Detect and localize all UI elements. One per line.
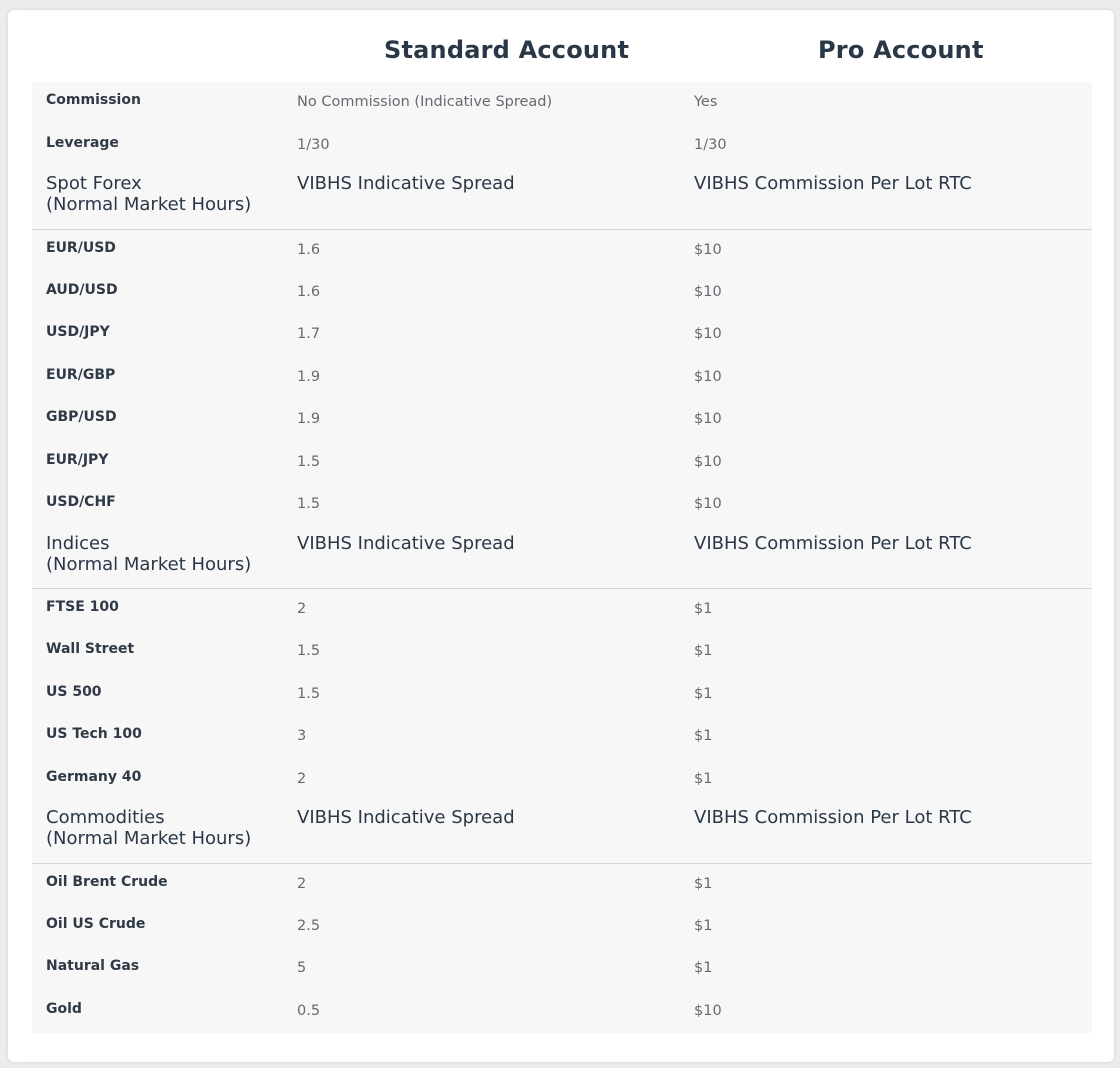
- table-row: [32, 674, 1092, 717]
- table-row: [32, 442, 1092, 485]
- table-row: [32, 272, 1092, 315]
- table-row: [32, 631, 1092, 674]
- table-row: [32, 399, 1092, 442]
- pro-value: $1: [694, 770, 713, 787]
- row-label: GBP/USD: [46, 409, 117, 425]
- table-row: [32, 716, 1092, 759]
- row-label: Gold: [46, 1000, 82, 1017]
- standard-value: 1.5: [297, 643, 321, 659]
- table-row: [32, 589, 1092, 632]
- pro-value: $10: [694, 496, 722, 512]
- row-label: EUR/JPY: [46, 451, 109, 468]
- row-label: Oil US Crude: [46, 915, 146, 932]
- row-label: USD/JPY: [46, 324, 110, 340]
- standard-value: 2.5: [297, 917, 321, 934]
- pro-value: $1: [694, 960, 713, 976]
- table-row: [32, 125, 1092, 168]
- row-label: EUR/USD: [46, 239, 116, 256]
- pro-value: $1: [694, 685, 713, 702]
- pro-value: $10: [694, 411, 722, 427]
- pro-value: $1: [694, 875, 713, 892]
- account-comparison-card: [8, 10, 1114, 1062]
- pro-value: $10: [694, 283, 722, 300]
- table-row: [32, 948, 1092, 991]
- table-row: [32, 314, 1092, 357]
- table-row: [32, 759, 1092, 802]
- row-label: US Tech 100: [46, 726, 142, 742]
- column-headers: [8, 36, 1114, 70]
- standard-value: 1.5: [297, 496, 321, 512]
- section-standard-heading: VIBHS Indicative Spread: [297, 527, 694, 589]
- table-row: [32, 484, 1092, 527]
- section-header-spot-forex: [32, 167, 1092, 229]
- standard-value: 1.7: [297, 326, 321, 342]
- section-pro-heading: VIBHS Commission Per Lot RTC: [694, 801, 1092, 863]
- standard-value: No Commission (Indicative Spread): [297, 94, 553, 110]
- row-label: USD/CHF: [46, 494, 116, 510]
- table-row: [32, 82, 1092, 125]
- row-label: Leverage: [46, 134, 119, 151]
- pro-value: $10: [694, 368, 722, 385]
- pro-value: Yes: [694, 94, 718, 110]
- section-standard-heading: VIBHS Indicative Spread: [297, 167, 694, 229]
- section-header-commodities: [32, 801, 1092, 863]
- comparison-table: [32, 82, 1092, 1033]
- standard-value: 1.9: [297, 411, 321, 427]
- section-pro-heading: VIBHS Commission Per Lot RTC: [694, 167, 1092, 229]
- standard-value: 1.6: [297, 241, 321, 258]
- section-title-line2: (Normal Market Hours): [46, 553, 252, 575]
- section-pro-heading: VIBHS Commission Per Lot RTC: [694, 527, 1092, 589]
- standard-value: 1.9: [297, 368, 321, 385]
- standard-value: 3: [297, 728, 307, 744]
- standard-value: 2: [297, 770, 307, 787]
- section-standard-heading: VIBHS Indicative Spread: [297, 801, 694, 863]
- row-label: FTSE 100: [46, 599, 119, 615]
- row-label: Germany 40: [46, 768, 142, 785]
- pro-account-heading: Pro Account: [818, 36, 984, 64]
- section-title-line1: Commodities: [46, 807, 165, 828]
- standard-value: 2: [297, 601, 307, 617]
- pro-value: $1: [694, 601, 713, 617]
- row-label: Commission: [46, 92, 141, 108]
- pro-value: $10: [694, 241, 722, 258]
- standard-value: 5: [297, 960, 307, 976]
- standard-value: 1/30: [297, 136, 330, 153]
- section-title-line2: (Normal Market Hours): [46, 828, 252, 849]
- pro-value: $1: [694, 728, 713, 744]
- pro-value: $1: [694, 643, 713, 659]
- table-row: [32, 906, 1092, 949]
- row-label: EUR/GBP: [46, 366, 116, 383]
- section-title: [32, 527, 297, 589]
- table-row: [32, 229, 1092, 272]
- section-title: [32, 801, 297, 863]
- pro-value: $10: [694, 453, 722, 470]
- pro-value: $10: [694, 1002, 722, 1019]
- standard-value: 1.6: [297, 283, 321, 300]
- standard-account-heading: Standard Account: [384, 36, 630, 64]
- section-title-line2: (Normal Market Hours): [46, 194, 252, 215]
- section-title-line1: Spot Forex: [46, 173, 142, 194]
- table-row: [32, 357, 1092, 400]
- row-label: Wall Street: [46, 641, 135, 657]
- section-title: [32, 167, 297, 229]
- section-header-indices: [32, 527, 1092, 589]
- row-label: AUD/USD: [46, 281, 118, 298]
- standard-value: 1.5: [297, 685, 321, 702]
- table-row: [32, 991, 1092, 1034]
- pro-value: $1: [694, 917, 713, 934]
- row-label: Oil Brent Crude: [46, 873, 168, 890]
- standard-value: 1.5: [297, 453, 321, 470]
- pro-value: $10: [694, 326, 722, 342]
- row-label: US 500: [46, 683, 102, 700]
- standard-value: 0.5: [297, 1002, 321, 1019]
- standard-value: 2: [297, 875, 307, 892]
- row-label: Natural Gas: [46, 958, 140, 974]
- section-title-line1: Indices: [46, 532, 110, 554]
- table-row: [32, 863, 1092, 906]
- pro-value: 1/30: [694, 136, 727, 153]
